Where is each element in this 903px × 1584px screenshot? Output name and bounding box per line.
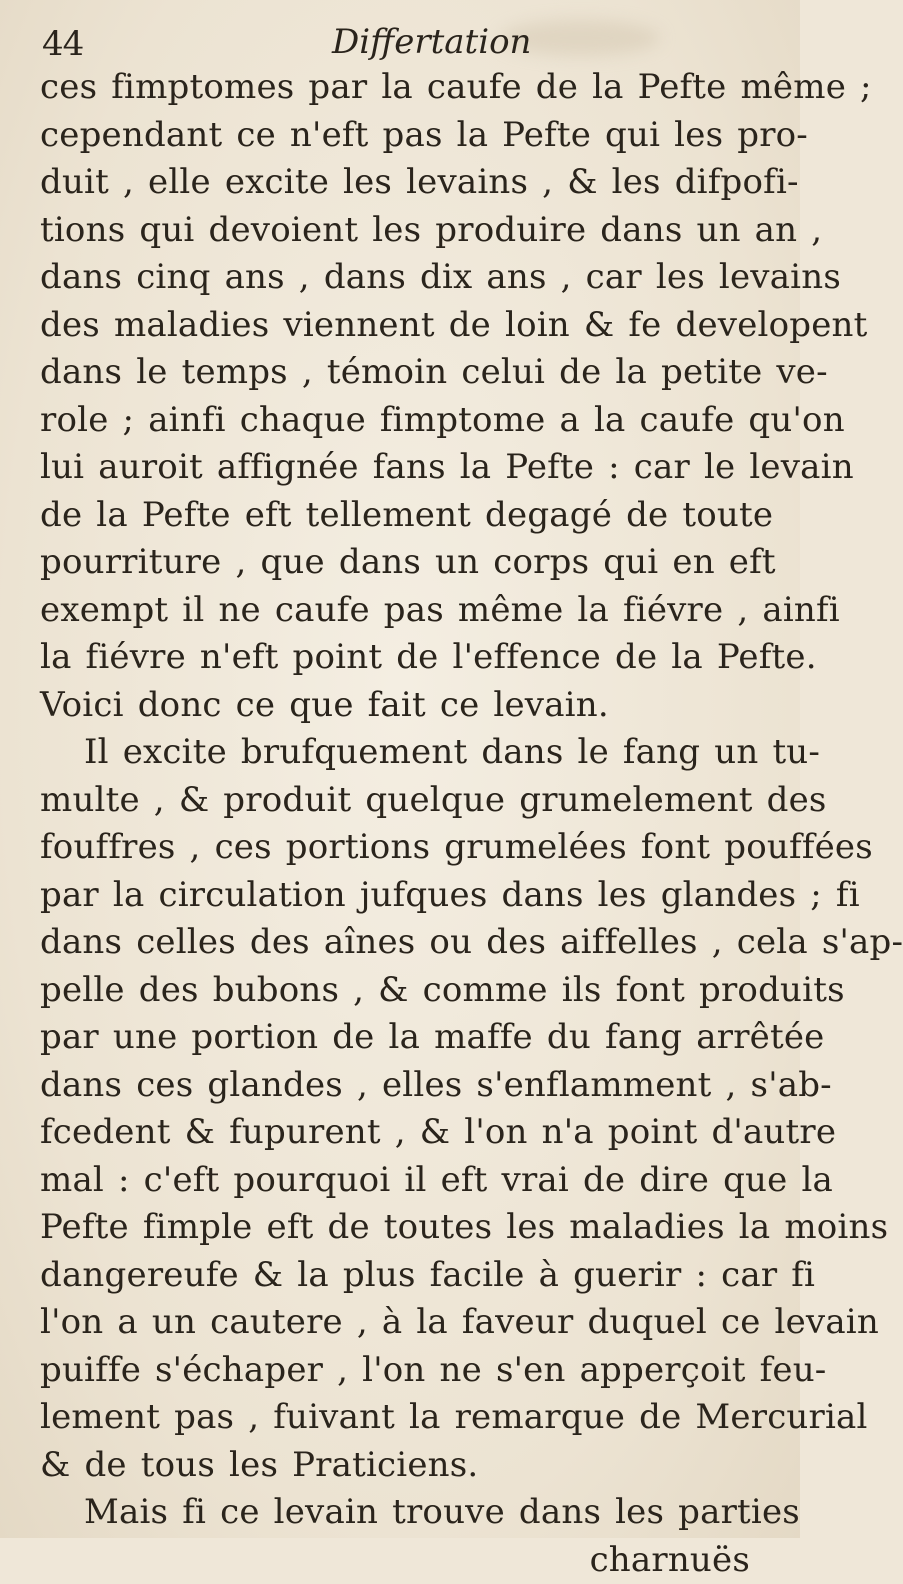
text-line: fouffres , ces portions grumelées font pouffées — [40, 824, 780, 872]
text-line: tions qui devoient les produire dans un an , — [40, 207, 780, 255]
text-line: lement pas , fuivant la remarque de Mercurial — [40, 1394, 780, 1442]
text-line: dans ces glandes , elles s'enflamment , s'ab- — [40, 1062, 780, 1110]
text-line: dans le temps , témoin celui de la petite ve- — [40, 349, 780, 397]
text-line: dans cinq ans , dans dix ans , car les levains — [40, 254, 780, 302]
text-line: multe , & produit quelque grumelement des — [40, 777, 780, 825]
text-line: mal : c'eft pourquoi il eft vrai de dire que la — [40, 1157, 780, 1205]
text-line: Voici donc ce que fait ce levain. — [40, 682, 780, 730]
running-title: Differtation — [332, 22, 531, 62]
text-line: la fiévre n'eft point de l'effence de la Pefte. — [40, 634, 780, 682]
text-line: Mais fi ce levain trouve dans les parties — [40, 1489, 780, 1537]
text-line: par une portion de la maffe du fang arrêtée — [40, 1014, 780, 1062]
text-line: ces fimptomes par la caufe de la Pefte même ; — [40, 64, 780, 112]
text-line: par la circulation jufques dans les glandes ; fi — [40, 872, 780, 920]
text-line: cependant ce n'eft pas la Pefte qui les pro- — [40, 112, 780, 160]
text-line: lui auroit affignée fans la Pefte : car le levain — [40, 444, 780, 492]
text-line: fcedent & fupurent , & l'on n'a point d'autre — [40, 1109, 780, 1157]
text-line: duit , elle excite les levains , & les difpofi- — [40, 159, 780, 207]
text-line: dans celles des aînes ou des aiffelles , cela s'ap- — [40, 919, 780, 967]
text-line: & de tous les Praticiens. — [40, 1442, 780, 1490]
text-line: Pefte fimple eft de toutes les maladies la moins — [40, 1204, 780, 1252]
text-line: Il excite brufquement dans le fang un tu- — [40, 729, 780, 777]
page-header — [42, 20, 782, 60]
text-line: role ; ainfi chaque fimptome a la caufe qu'on — [40, 397, 780, 445]
text-line: pourriture , que dans un corps qui en eft — [40, 539, 780, 587]
text-line: exempt il ne caufe pas même la fiévre , ainfi — [40, 587, 780, 635]
page-number: 44 — [42, 24, 83, 64]
body-text — [40, 64, 780, 1584]
catchword: charnuës — [40, 1537, 780, 1584]
text-line: de la Pefte eft tellement degagé de toute — [40, 492, 780, 540]
text-line: dangereufe & la plus facile à guerir : car fi — [40, 1252, 780, 1300]
text-line: l'on a un cautere , à la faveur duquel ce levain — [40, 1299, 780, 1347]
text-line: pelle des bubons , & comme ils font produits — [40, 967, 780, 1015]
text-line: puiffe s'échaper , l'on ne s'en apperçoit feu- — [40, 1347, 780, 1395]
text-line: des maladies viennent de loin & fe developent — [40, 302, 780, 350]
